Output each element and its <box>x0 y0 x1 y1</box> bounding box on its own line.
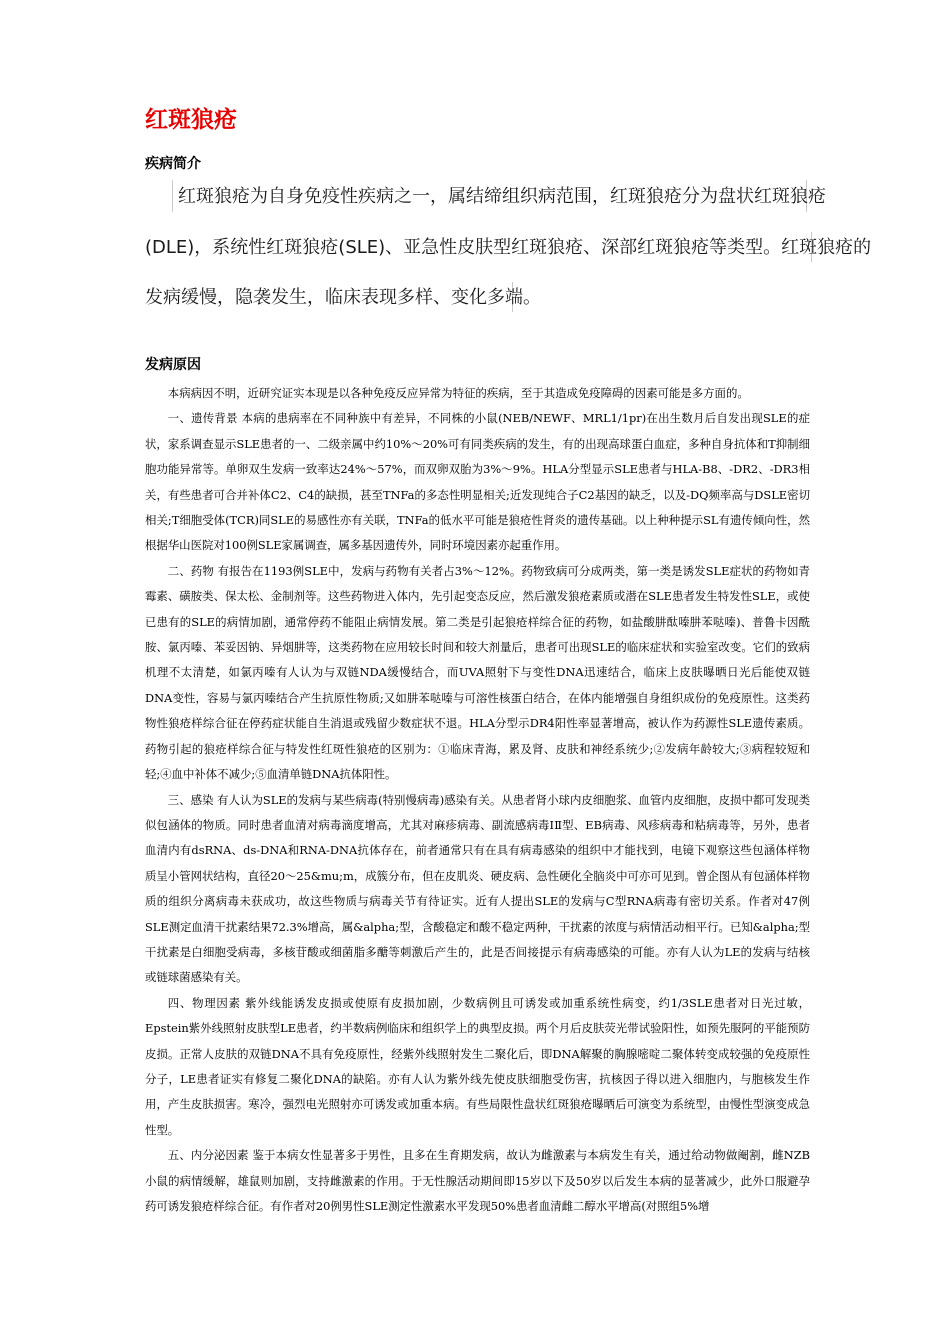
causes-paragraph-genetics: 一、遗传背景 本病的患病率在不同种族中有差异，不同株的小鼠(NEB/NEWF、MRL1/1pr)在出生数月后自发出现SLE的症状，家系调查显示SLE患者的一、二级亲属中约10%～20%可有同类疾病的发生，有的出现高球蛋白血症，多种自身抗体和T抑制细胞功能异常等。单卵双生发病一致率达24%～57%，而双卵双胎为3%～9%。HLA分型显示SLE患者与HLA-B8、-DR2、-DR3相关，有些患者可合并补体C2、C4的缺损，甚至TNFa的多态性明显相关;近发现纯合子C2基因的缺乏，以及-DQ频率高与DSLE密切相关;T细胞受体(TCR)同SLE的易感性亦有关联，TNFa的低水平可能是狼疮性肾炎的遗传基础。以上种种提示SL有遗传倾向性，然根据华山医院对100例SLE家属调查，属多基因遗传外，同时环境因素亦起重作用。 <box>145 411 810 553</box>
text-cursor-bar <box>172 180 173 212</box>
intro-line-2: (DLE)，系统性红斑狼疮(SLE)、亚急性皮肤型红斑狼疮、深部红斑狼疮等类型。红斑狼疮的 <box>145 237 872 258</box>
causes-paragraph-endocrine: 五、内分泌因素 鉴于本病女性显著多于男性，且多在生育期发病，故认为雌激素与本病发生有关，通过给动物做阉割，雌NZB小鼠的病情缓解，雄鼠则加剧，支持雌激素的作用。于无性腺活动期间即15岁以下及50岁以后发生本病的显著减少，此外口服避孕药可诱发狼疮样综合征。有作者对20例男性SLE测定性激素水平发现50%患者血清雌二醇水平增高(对照组5%增 <box>145 1148 810 1213</box>
causes-paragraph-infection: 三、感染 有人认为SLE的发病与某些病毒(特别慢病毒)感染有关。从患者肾小球内皮细胞浆、血管内皮细胞，皮损中都可发现类似包涵体的物质。同时患者血清对病毒滴度增高，尤其对麻疹病毒、副流感病毒ⅠⅡ型、EB病毒、风疹病毒和粘病毒等，另外，患者血清内有dsRNA、ds-DNA和RNA-DNA抗体存在，前者通常只有在具有病毒感染的组织中才能找到，电镜下观察这些包涵体样物质呈小管网状结构，直径20～25&mu;m，成簇分布，但在皮肌炎、硬皮病、急性硬化全脑炎中可亦可见到。曾企图从有包涵体样物质的组织分离病毒未获成功，故这些物质与病毒关节有待证实。近有人提出SLE的发病与C型RNA病毒有密切关系。作者对47例SLE测定血清干扰素结果72.3%增高，属&alpha;型，含酸稳定和酸不稳定两种，干扰素的浓度与病情活动相平行。已知&alpha;型干扰素是白细胞受病毒，多核苷酸或细菌脂多醣等刺激后产生的，此是否间接提示有病毒感染的可能。亦有人认为LE的发病与结核或链球菌感染有关。 <box>145 792 810 985</box>
page-title: 红斑狼疮 <box>145 107 237 133</box>
intro-text-block <box>145 180 872 312</box>
intro-line-3: 发病缓慢，隐袭发生，临床表现多样、变化多端。 <box>145 287 541 308</box>
causes-paragraph-intro: 本病病因不明，近研究证实本现是以各种免疫反应异常为特征的疾病，至于其造成免疫障碍的因素可能是多方面的。 <box>167 386 749 400</box>
intro-heading: 疾病简介 <box>145 156 201 172</box>
causes-paragraph-drugs: 二、药物 有报告在1193例SLE中，发病与药物有关者占3%～12%。药物致病可分成两类，第一类是诱发SLE症状的药物如青霉素、磺胺类、保太松、金制剂等。这些药物进入体内，先引起变态反应，然后激发狼疮素质或潜在SLE患者发生特发性SLE，或使已患有的SLE的病情加剧，通常停药不能阻止病情发展。第二类是引起狼疮样综合征的药物，如盐酸肼酞嗪肼苯哒嗪)、普鲁卡因酰胺、氯丙嗪、苯妥因钠、异烟肼等，这类药物在应用较长时间和较大剂量后，患者可出现SLE的临床症状和实验室改变。它们的致病机理不太清楚，如氯丙嗪有人认为与双链NDA缓慢结合，而UVA照射下与变性DNA迅速结合，临床上皮肤曝晒日光后能使双链DNA变性，容易与氯丙嗪结合产生抗原性物质;又如肼苯哒嗪与可溶性核蛋白结合，在体内能增强自身组织成份的免疫原性。这类药物性狼疮样综合征在停药症状能自生消退或残留少数症状不退。HLA分型示DR4阳性率显著增高，被认作为药源性SLE遗传素质。药物引起的狼疮样综合征与特发性红斑性狼疮的区别为：①临床青海，累及肾、皮肤和神经系统少;②发病年龄较大;③病程较短和轻;④血中补体不减少;⑤血清单链DNA抗体阳性。 <box>145 563 810 782</box>
intro-line-1: 红斑狼疮为自身免疫性疾病之一，属结缔组织病范围，红斑狼疮分为盘状红斑狼疮 <box>178 186 826 207</box>
causes-heading: 发病原因 <box>145 357 201 373</box>
causes-paragraph-physical: 四、物理因素 紫外线能诱发皮损或使原有皮损加剧，少数病例且可诱发或加重系统性病变，约1/3SLE患者对日光过敏，Epstein紫外线照射皮肤型LE患者，约半数病例临床和组织学上的典型皮损。两个月后皮肤荧光带试验阳性，如预先服阿的平能预防皮损。正常人皮肤的双链DNA不具有免疫原性，经紫外线照射发生二聚化后，即DNA解聚的胸腺嘧啶二聚体转变成较强的免疫原性分子，LE患者证实有修复二聚化DNA的缺陷。亦有人认为紫外线先使皮肤细胞受伤害，抗核因子得以进入细胞内，与胞核发生作用，产生皮肤损害。寒冷，强烈电光照射亦可诱发或加重本病。有些局限性盘状红斑狼疮曝晒后可演变为系统型，由慢性型演变成急性型。 <box>145 995 810 1137</box>
causes-body <box>145 381 810 1219</box>
